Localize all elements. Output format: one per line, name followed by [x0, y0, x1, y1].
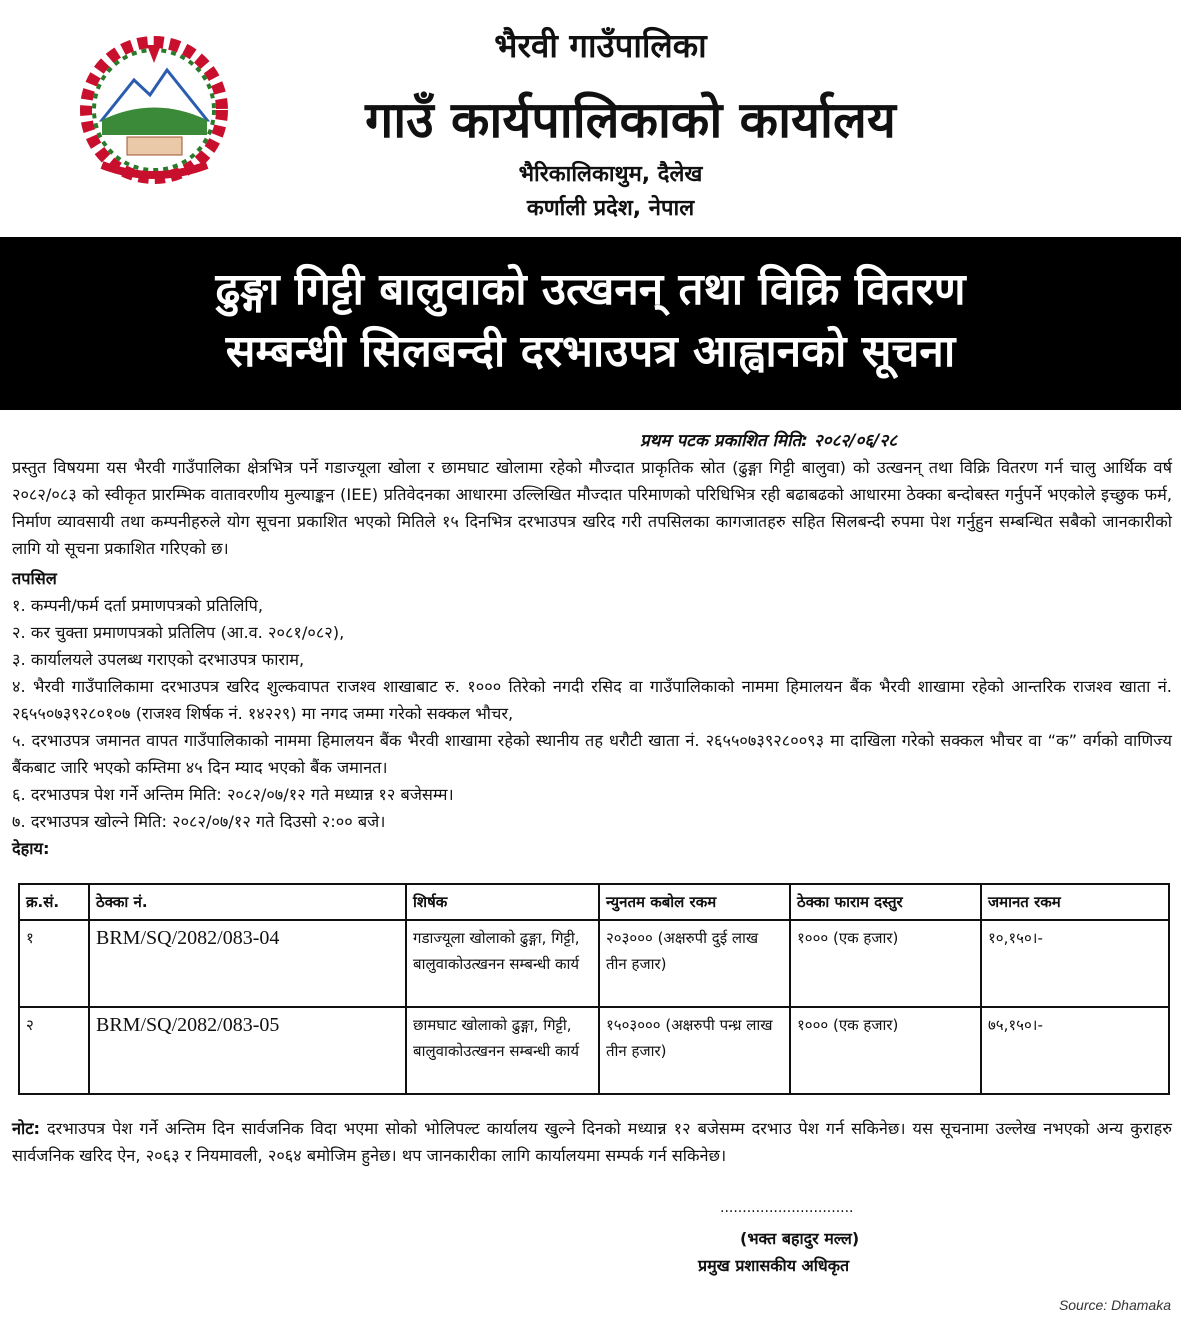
cell-sn: १ [19, 920, 89, 1007]
cell-form-fee: १००० (एक हजार) [790, 920, 981, 1007]
cell-sn: २ [19, 1007, 89, 1094]
header-form-fee: ठेक्का फाराम दस्तुर [790, 884, 981, 920]
cell-min-bid: २०३००० (अक्षरुपी दुई लाख तीन हजार) [599, 920, 790, 1007]
office-title: गाउँ कार्यपालिकाको कार्यालय [365, 91, 896, 149]
signatory-name: (भक्त बहादुर मल्ल) [740, 1229, 860, 1248]
list-item: २. कर चुक्ता प्रमाणपत्रको प्रतिलिप (आ.व. २०८१/०८२), [12, 623, 345, 642]
contracts-table [18, 883, 1170, 1095]
list-item: ३. कार्यालयले उपलब्ध गराएको दरभाउपत्र फाराम, [12, 650, 305, 669]
list-item: ६. दरभाउपत्र पेश गर्ने अन्तिम मिति: २०८२/०७/१२ गते मध्यान्न १२ बजेसम्म। [12, 785, 454, 804]
notice-title-line-1: ढुङ्गा गिट्टी बालुवाको उत्खनन् तथा विक्रि वितरण [215, 264, 966, 315]
cell-form-fee: १००० (एक हजार) [790, 1007, 981, 1094]
header-sn: क्र.सं. [19, 884, 89, 920]
cell-title: गडाज्यूला खोलाको ढुङ्गा, गिट्टी, बालुवाकोउत्खनन सम्बन्धी कार्य [406, 920, 599, 1007]
header-title: शिर्षक [406, 884, 599, 920]
cell-contract-no: BRM/SQ/2082/083-04 [89, 920, 406, 1007]
address-line-1: भैरिकालिकाथुम, दैलेख [518, 162, 703, 187]
municipality-name: भैरवी गाउँपालिका [494, 26, 707, 65]
note-text: दरभाउपत्र पेश गर्ने अन्तिम दिन सार्वजनिक विदा भएमा सोको भोलिपल्ट कार्यालय खुल्ने दिनको मध्यान्न १२ बजेसम्म दरभाउ पेश गर्न सकिनेछ। यस सूचनामा उल्लेख नभएको अन्य कुराहरु सार्वजनिक खरिद ऐन, २०६३ र नियमावली, २०६४ बमोजिम हुनेछ। थप जानकारीका लागि कार्यालयमा सम्पर्क गर्न सकिनेछ। [12, 1119, 1172, 1165]
cell-min-bid: १५०३००० (अक्षरुपी पन्ध्र लाख तीन हजार) [599, 1007, 790, 1094]
published-date: प्रथम पटक प्रकाशित मिति: २०८२/०६/२८ [640, 431, 898, 451]
header-contract-no: ठेक्का नं. [89, 884, 406, 920]
intro-paragraph: प्रस्तुत विषयमा यस भैरवी गाउँपालिका क्षेत्रभित्र पर्ने गडाज्यूला खोला र छामघाट खोलामा रहेको मौज्दात प्राकृतिक स्रोत (ढुङ्गा गिट्टी बालुवा) को उत्खनन् तथा विक्रि वितरण गर्न चालु आर्थिक वर्ष २०८२/०८३ को स्वीकृत प्रारम्भिक वातावरणीय मुल्याङ्कन (IEE) प्रतिवेदनका आधारमा उल्लिखित मौज्दात परिमाणको परिधिभित्र रही बढाबढको आधारमा ठेक्का बन्दोबस्त गर्नुपर्ने भएकोले इच्छुक फर्म, निर्माण व्यावसायी तथा कम्पनीहरुले योग सूचना प्रकाशित भएको मितिले १५ दिनभित्र दरभाउपत्र खरिद गरी तपसिलका कागजातहरु सहित सिलबन्दी रुपमा पेश गर्नुहुन सम्बन्धित सबैको जानकारीको लागि यो सूचना प्रकाशित गरिएको छ। [12, 458, 1172, 558]
list-item: १. कम्पनी/फर्म दर्ता प्रमाणपत्रको प्रतिलिपि, [12, 596, 264, 615]
signatory-title: प्रमुख प्रशासकीय अधिकृत [698, 1256, 850, 1275]
tapsil-heading: तपसिल [12, 569, 57, 588]
cell-contract-no: BRM/SQ/2082/083-05 [89, 1007, 406, 1094]
table-header-row [19, 884, 1169, 920]
list-item: ७. दरभाउपत्र खोल्ने मिति: २०८२/०७/१२ गते दिउसो २:०० बजे। [12, 812, 386, 831]
requirements-list [12, 565, 1172, 862]
source-credit: Source: Dhamaka [1058, 1297, 1171, 1313]
address-line-2: कर्णाली प्रदेश, नेपाल [526, 196, 695, 221]
cell-guarantee: १०,१५०।- [981, 920, 1169, 1007]
signature-line: .............................. [720, 1200, 854, 1216]
list-item: ४. भैरवी गाउँपालिकामा दरभाउपत्र खरिद शुल्कवापत राजश्व शाखाबाट रु. १००० तिरेको नगदी रसिद वा गाउँपालिकाको नाममा हिमालयन बैंक भैरवी शाखामा रहेको आन्तरिक राजश्व खाता नं. २६५५०७३९२८०१०७ (राजश्व शिर्षक नं. १४२२९) मा नगद जम्मा गरेको सक्कल भौचर, [12, 677, 1172, 723]
table-row [19, 1007, 1169, 1094]
note [12, 1115, 1172, 1169]
list-item: ५. दरभाउपत्र जमानत वापत गाउँपालिकाको नाममा हिमालयन बैंक भैरवी शाखामा रहेको स्थानीय तह धरौटी खाता नं. २६५५०७३९२८००९३ मा दाखिला गरेको सक्कल भौचर वा “क” वर्गको वाणिज्य बैंकबाट जारि भएको कम्तिमा ४५ दिन म्याद भएको बैंक जमानत। [12, 731, 1172, 777]
dehay-heading: देहाय: [12, 839, 50, 858]
cell-guarantee: ७५,१५०।- [981, 1007, 1169, 1094]
header-min-bid: न्युनतम कबोल रकम [599, 884, 790, 920]
notice-title-banner [0, 237, 1181, 410]
note-label: नोट: [12, 1119, 40, 1138]
notice-title-line-2: सम्बन्धी सिलबन्दी दरभाउपत्र आह्वानको सूचना [225, 326, 956, 377]
header-guarantee: जमानत रकम [981, 884, 1169, 920]
cell-title: छामघाट खोलाको ढुङ्गा, गिट्टी, बालुवाकोउत्खनन सम्बन्धी कार्य [406, 1007, 599, 1094]
table-row [19, 920, 1169, 1007]
